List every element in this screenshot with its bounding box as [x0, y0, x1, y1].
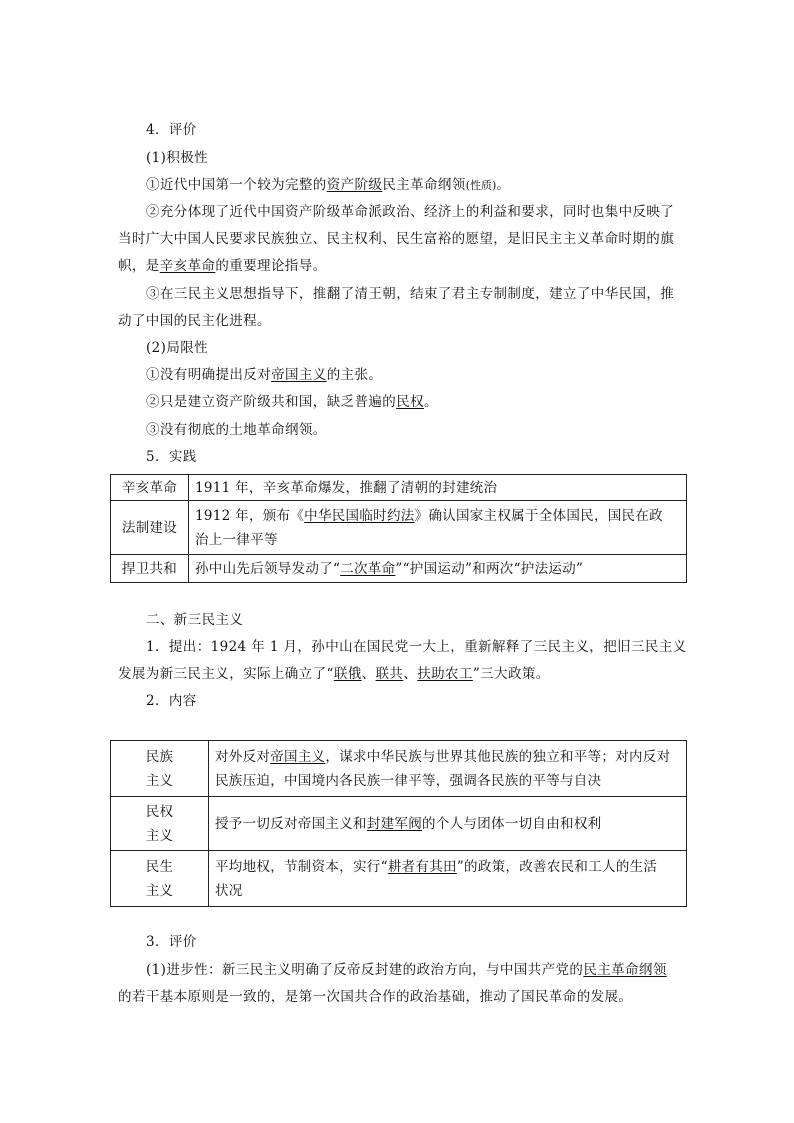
positive-point-2-line-3: 帜，是辛亥革命的重要理论指导。 — [118, 258, 327, 274]
row-label: 辛亥革命 — [111, 475, 189, 501]
table-row — [111, 475, 687, 501]
practice-table — [110, 474, 687, 583]
row-content: 授予一切反对帝国主义和封建军阀的个人与团体一切自由和权利 — [209, 797, 687, 851]
table-row — [111, 555, 687, 583]
handwritten-note: (性质) — [465, 179, 497, 192]
row-content: 1912 年，颁布《中华民国临时约法》确认国家主权属于全体国民，国民在政 治上一律平等 — [189, 501, 687, 555]
table-row — [111, 501, 687, 555]
row-content: 孙中山先后领导发动了“二次革命”“护国运动”和两次“护法运动” — [189, 555, 687, 583]
positive-point-3-line-1: ③在三民主义思想指导下，推翻了清王朝，结束了君主专制制度，建立了中华民国，推 — [146, 286, 675, 302]
heading-practice: 5．实践 — [146, 449, 197, 465]
row-label: 捍卫共和 — [111, 555, 189, 583]
table-row — [111, 797, 687, 851]
row-content: 对外反对帝国主义，谋求中华民族与世界其他民族的独立和平等；对内反对 民族压迫，中国境内各民族一律平等，强调各民族的平等与自决 — [209, 741, 687, 797]
progress-line-2: 的若干基本原则是一致的，是第一次国共合作的政治基础，推动了国民革命的发展。 — [118, 989, 633, 1005]
limitation-3: ③没有彻底的土地革命纲领。 — [146, 422, 327, 438]
heading-content: 2．内容 — [146, 693, 197, 709]
table-row — [111, 741, 687, 797]
section-title-new-three-principles: 二、新三民主义 — [146, 612, 244, 628]
proposal-line-2: 发展为新三民主义，实际上确立了“联俄、联共、扶助农工”三大政策。 — [118, 666, 550, 682]
proposal-line-1: 1．提出：1924 年 1 月，孙中山在国民党一大上，重新解释了三民主义，把旧三民主义 — [146, 639, 687, 655]
row-label: 民族 主义 — [111, 741, 209, 797]
heading-evaluation-new: 3．评价 — [146, 934, 197, 950]
table-row — [111, 851, 687, 907]
limitation-1: ①没有明确提出反对帝国主义的主张。 — [146, 367, 383, 383]
heading-evaluation: 4．评价 — [146, 122, 197, 138]
subheading-limitations: (2)局限性 — [146, 340, 209, 356]
progress-line-1: (1)进步性：新三民主义明确了反帝反封建的政治方向，与中国共产党的民主革命纲领 — [146, 962, 667, 978]
positive-point-2-line-2: 当时广大中国人民要求民族独立、民主权利、民生富裕的愿望，是旧民主主义革命时期的旗 — [118, 231, 674, 247]
row-content: 平均地权，节制资本，实行“耕者有其田”的政策，改善农民和工人的生活 状况 — [209, 851, 687, 907]
row-label: 民权 主义 — [111, 797, 209, 851]
limitation-2: ②只是建立资产阶级共和国，缺乏普遍的民权。 — [146, 394, 438, 410]
positive-point-1: ①近代中国第一个较为完整的资产阶级民主革命纲领(性质)。 — [146, 177, 511, 193]
row-label: 法制建设 — [111, 501, 189, 555]
subheading-positive: (1)积极性 — [146, 150, 209, 166]
row-content: 1911 年，辛亥革命爆发，推翻了清朝的封建统治 — [189, 475, 687, 501]
positive-point-2-line-1: ②充分体现了近代中国资产阶级革命派政治、经济上的利益和要求，同时也集中反映了 — [146, 204, 675, 220]
content-table — [110, 740, 687, 907]
positive-point-3-line-2: 动了中国的民主化进程。 — [118, 313, 271, 329]
row-label: 民生 主义 — [111, 851, 209, 907]
